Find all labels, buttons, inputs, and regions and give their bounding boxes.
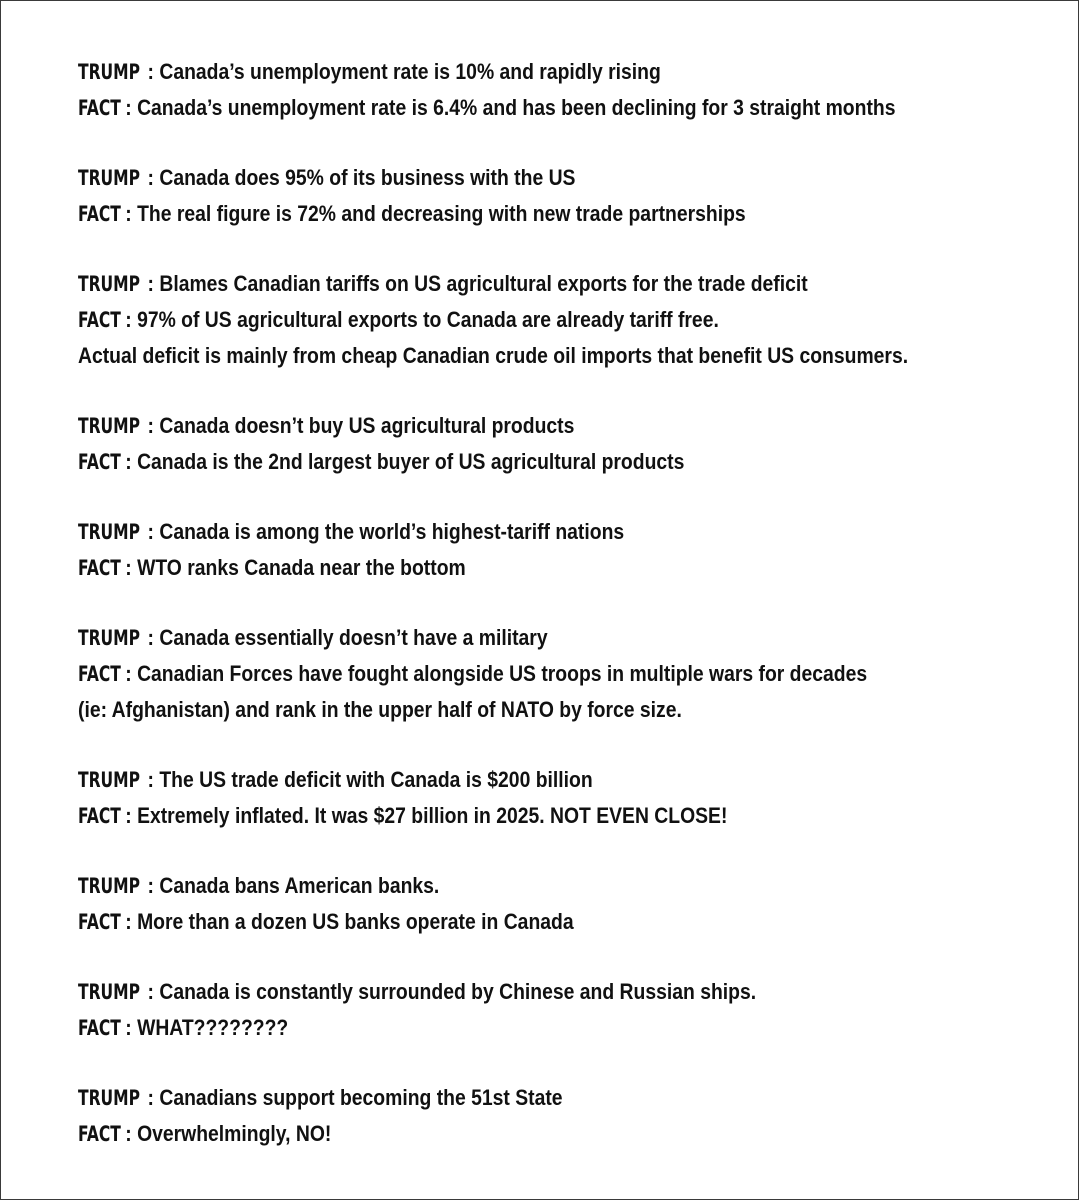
claim-block-military — [78, 620, 1068, 762]
trump-claim-line — [78, 408, 929, 444]
fact-line — [78, 798, 929, 834]
fact-line — [78, 196, 929, 232]
claim-text: : Blames Canadian tariffs on US agricultural exports for the trade deficit — [147, 271, 808, 296]
speaker-label: FACT — [78, 910, 121, 934]
fact-line — [78, 550, 929, 586]
trump-claim-line — [78, 266, 929, 302]
claim-text: : Canada’s unemployment rate is 10% and rapidly rising — [147, 59, 661, 84]
fact-text: Actual deficit is mainly from cheap Canadian crude oil imports that benefit US consumers. — [78, 343, 909, 368]
claim-block-trade-deficit — [78, 762, 1068, 868]
claim-block-tariff-nations — [78, 514, 1068, 620]
speaker-label: TRUMP — [78, 626, 141, 650]
trump-claim-line — [78, 514, 929, 550]
speaker-label: TRUMP — [78, 980, 141, 1004]
claim-block-banks — [78, 868, 1068, 974]
claim-block-51st-state — [78, 1080, 1068, 1186]
claim-text: : The US trade deficit with Canada is $200 billion — [147, 767, 593, 792]
claim-block-unemployment — [78, 54, 1068, 160]
claim-text: : Canada doesn’t buy US agricultural products — [147, 413, 575, 438]
fact-line — [78, 656, 929, 692]
fact-line — [78, 1116, 929, 1152]
trump-claim-line — [78, 160, 929, 196]
claim-text: : Canada does 95% of its business with the US — [147, 165, 576, 190]
speaker-label: TRUMP — [78, 414, 141, 438]
fact-line — [78, 1010, 929, 1046]
claims-list — [78, 54, 1068, 1186]
speaker-label: FACT — [78, 662, 121, 686]
claim-block-agricultural-products — [78, 408, 1068, 514]
trump-claim-line — [78, 974, 929, 1010]
claim-block-agricultural-tariffs — [78, 266, 1068, 408]
fact-text: : 97% of US agricultural exports to Canada are already tariff free. — [125, 307, 719, 332]
fact-text: : WTO ranks Canada near the bottom — [125, 555, 466, 580]
fact-text: : Canada’s unemployment rate is 6.4% and has been declining for 3 straight months — [125, 95, 896, 120]
trump-claim-line — [78, 54, 929, 90]
speaker-label: FACT — [78, 450, 121, 474]
fact-continuation-line — [78, 338, 929, 374]
claim-text: : Canada is among the world’s highest-tariff nations — [147, 519, 625, 544]
fact-text: : Canada is the 2nd largest buyer of US agricultural products — [125, 449, 685, 474]
speaker-label: FACT — [78, 202, 121, 226]
fact-text: : Overwhelmingly, NO! — [125, 1121, 332, 1146]
fact-text: : Extremely inflated. It was $27 billion in 2025. NOT EVEN CLOSE! — [125, 803, 728, 828]
trump-claim-line — [78, 868, 929, 904]
fact-text: (ie: Afghanistan) and rank in the upper half of NATO by force size. — [78, 697, 682, 722]
fact-line — [78, 904, 929, 940]
claim-block-business-share — [78, 160, 1068, 266]
speaker-label: TRUMP — [78, 272, 141, 296]
speaker-label: FACT — [78, 1122, 121, 1146]
claim-text: : Canada essentially doesn’t have a military — [147, 625, 548, 650]
speaker-label: TRUMP — [78, 166, 141, 190]
trump-claim-line — [78, 762, 929, 798]
speaker-label: FACT — [78, 804, 121, 828]
speaker-label: TRUMP — [78, 874, 141, 898]
fact-text: : The real figure is 72% and decreasing with new trade partnerships — [125, 201, 746, 226]
fact-line — [78, 90, 929, 126]
claim-text: : Canada bans American banks. — [147, 873, 440, 898]
fact-text: : Canadian Forces have fought alongside US troops in multiple wars for decades — [125, 661, 868, 686]
speaker-label: TRUMP — [78, 768, 141, 792]
speaker-label: FACT — [78, 308, 121, 332]
fact-continuation-line — [78, 692, 929, 728]
fact-line — [78, 302, 929, 338]
fact-text: : WHAT???????? — [125, 1015, 289, 1040]
claim-block-ships — [78, 974, 1068, 1080]
claim-text: : Canadians support becoming the 51st State — [147, 1085, 563, 1110]
trump-claim-line — [78, 1080, 929, 1116]
speaker-label: FACT — [78, 1016, 121, 1040]
trump-claim-line — [78, 620, 929, 656]
fact-line — [78, 444, 929, 480]
speaker-label: TRUMP — [78, 60, 141, 84]
speaker-label: TRUMP — [78, 520, 141, 544]
speaker-label: TRUMP — [78, 1086, 141, 1110]
speaker-label: FACT — [78, 556, 121, 580]
fact-text: : More than a dozen US banks operate in Canada — [125, 909, 574, 934]
claim-text: : Canada is constantly surrounded by Chinese and Russian ships. — [147, 979, 757, 1004]
speaker-label: FACT — [78, 96, 121, 120]
